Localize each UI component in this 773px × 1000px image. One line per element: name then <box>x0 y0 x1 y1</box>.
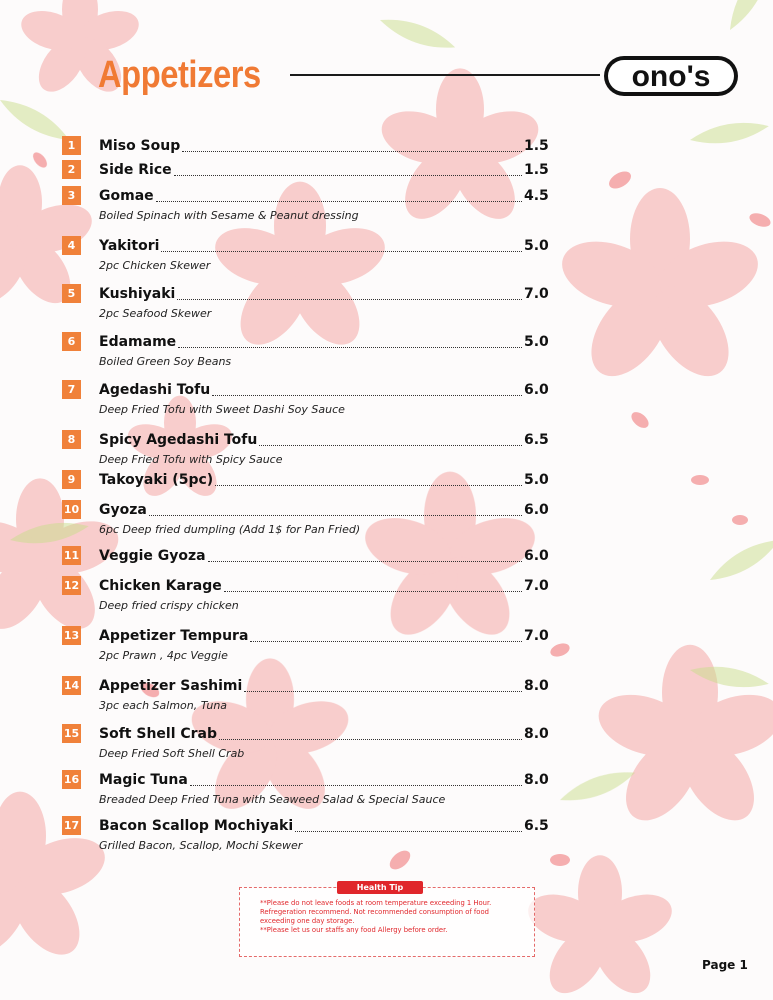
menu-item <box>62 282 554 321</box>
onos-logo <box>600 46 742 102</box>
item-name: Gyoza <box>99 502 147 518</box>
item-description: Deep Fried Tofu with Sweet Dashi Soy Sauce <box>99 403 345 416</box>
dot-leader <box>182 151 522 152</box>
menu-item <box>62 428 554 467</box>
item-number-badge: 5 <box>62 284 81 303</box>
item-price: 8.0 <box>524 772 549 788</box>
item-name: Spicy Agedashi Tofu <box>99 432 258 448</box>
item-price: 8.0 <box>524 678 549 694</box>
menu-item-row <box>62 378 554 400</box>
item-number-badge: 11 <box>62 546 81 565</box>
item-name: Gomae <box>99 188 154 204</box>
item-description: 2pc Seafood Skewer <box>99 307 212 320</box>
menu-item <box>62 722 554 761</box>
item-name: Soft Shell Crab <box>99 726 218 742</box>
item-price: 4.5 <box>524 188 549 204</box>
item-number-badge: 2 <box>62 160 81 179</box>
health-tip-text <box>260 899 530 935</box>
menu-item <box>62 184 554 223</box>
item-name: Magic Tuna <box>99 772 188 788</box>
item-name: Agedashi Tofu <box>99 382 211 398</box>
dot-leader <box>244 691 522 692</box>
item-description: Boiled Spinach with Sesame & Peanut dressing <box>99 209 359 222</box>
menu-item <box>62 544 554 566</box>
menu-item-row <box>62 184 554 206</box>
menu-item-row <box>62 722 554 744</box>
menu-item <box>62 624 554 663</box>
item-description: Grilled Bacon, Scallop, Mochi Skewer <box>99 839 303 852</box>
item-price: 8.0 <box>524 726 549 742</box>
menu-item <box>62 468 554 490</box>
menu-item-row <box>62 158 554 180</box>
menu-item <box>62 498 554 537</box>
menu-item-row <box>62 468 554 490</box>
health-tip-label: Health Tip <box>337 881 423 894</box>
dot-leader <box>215 485 522 486</box>
health-tip-line: **Please let us our staffs any food Allergy before order. <box>260 926 448 934</box>
dot-leader <box>259 445 522 446</box>
item-description: Deep Fried Soft Shell Crab <box>99 747 245 760</box>
item-number-badge: 7 <box>62 380 81 399</box>
item-description: Deep fried crispy chicken <box>99 599 239 612</box>
menu-item-row <box>62 498 554 520</box>
menu-item-row <box>62 544 554 566</box>
item-name: Kushiyaki <box>99 286 176 302</box>
item-number-badge: 13 <box>62 626 81 645</box>
item-name: Takoyaki (5pc) <box>99 472 214 488</box>
item-description: 6pc Deep fried dumpling (Add 1$ for Pan Fried) <box>99 523 361 536</box>
item-description: 2pc Chicken Skewer <box>99 259 211 272</box>
item-price: 1.5 <box>524 138 549 154</box>
item-description: Breaded Deep Fried Tuna with Seaweed Salad & Special Sauce <box>99 793 446 806</box>
dot-leader <box>161 251 522 252</box>
logo-text: ono's <box>631 60 711 93</box>
item-price: 6.0 <box>524 548 549 564</box>
menu-item <box>62 814 554 853</box>
dot-leader <box>156 201 522 202</box>
dot-leader <box>177 299 522 300</box>
menu-item-row <box>62 330 554 352</box>
item-number-badge: 15 <box>62 724 81 743</box>
item-name: Yakitori <box>99 238 160 254</box>
menu-item <box>62 574 554 613</box>
item-name: Miso Soup <box>99 138 181 154</box>
dot-leader <box>208 561 522 562</box>
menu-item <box>62 330 554 369</box>
item-price: 7.0 <box>524 628 549 644</box>
item-price: 6.5 <box>524 432 549 448</box>
menu-item <box>62 674 554 713</box>
item-number-badge: 1 <box>62 136 81 155</box>
menu-item-row <box>62 768 554 790</box>
item-number-badge: 14 <box>62 676 81 695</box>
item-price: 7.0 <box>524 286 549 302</box>
item-name: Side Rice <box>99 162 172 178</box>
menu-item-row <box>62 282 554 304</box>
dot-leader <box>295 831 522 832</box>
health-tip-line: Refregeration recommend. Not recommended consumption of food <box>260 908 489 916</box>
item-description: 2pc Prawn , 4pc Veggie <box>99 649 228 662</box>
item-name: Appetizer Sashimi <box>99 678 243 694</box>
item-name: Appetizer Tempura <box>99 628 249 644</box>
menu-item <box>62 768 554 807</box>
item-number-badge: 3 <box>62 186 81 205</box>
item-price: 5.0 <box>524 472 549 488</box>
health-tip-line: exceeding one day storage. <box>260 917 355 925</box>
item-name: Veggie Gyoza <box>99 548 206 564</box>
item-price: 6.0 <box>524 502 549 518</box>
menu-item-row <box>62 814 554 836</box>
item-price: 7.0 <box>524 578 549 594</box>
menu-item-row <box>62 624 554 646</box>
item-name: Chicken Karage <box>99 578 222 594</box>
page-title: Appetizers <box>98 54 261 96</box>
health-tip-box <box>239 883 535 957</box>
menu-item-row <box>62 134 554 156</box>
menu-item-row <box>62 574 554 596</box>
dot-leader <box>224 591 522 592</box>
dot-leader <box>178 347 522 348</box>
item-number-badge: 10 <box>62 500 81 519</box>
item-name: Bacon Scallop Mochiyaki <box>99 818 294 834</box>
item-number-badge: 4 <box>62 236 81 255</box>
item-number-badge: 6 <box>62 332 81 351</box>
item-description: Boiled Green Soy Beans <box>99 355 232 368</box>
item-description: Deep Fried Tofu with Spicy Sauce <box>99 453 283 466</box>
menu-item <box>62 134 554 156</box>
menu-item <box>62 158 554 180</box>
item-price: 6.5 <box>524 818 549 834</box>
menu-item <box>62 234 554 273</box>
item-number-badge: 16 <box>62 770 81 789</box>
menu-item-row <box>62 428 554 450</box>
page-number: Page 1 <box>702 958 748 972</box>
item-price: 1.5 <box>524 162 549 178</box>
item-description: 3pc each Salmon, Tuna <box>99 699 228 712</box>
item-name: Edamame <box>99 334 177 350</box>
dot-leader <box>212 395 522 396</box>
dot-leader <box>190 785 522 786</box>
item-price: 6.0 <box>524 382 549 398</box>
item-price: 5.0 <box>524 334 549 350</box>
menu-item <box>62 378 554 417</box>
dot-leader <box>149 515 522 516</box>
item-number-badge: 17 <box>62 816 81 835</box>
item-number-badge: 9 <box>62 470 81 489</box>
dot-leader <box>250 641 522 642</box>
menu-item-row <box>62 674 554 696</box>
title-divider <box>290 74 600 76</box>
item-number-badge: 12 <box>62 576 81 595</box>
dot-leader <box>219 739 522 740</box>
menu-item-row <box>62 234 554 256</box>
item-number-badge: 8 <box>62 430 81 449</box>
dot-leader <box>174 175 522 176</box>
health-tip-line: **Please do not leave foods at room temperature exceeding 1 Hour. <box>260 899 492 907</box>
item-price: 5.0 <box>524 238 549 254</box>
